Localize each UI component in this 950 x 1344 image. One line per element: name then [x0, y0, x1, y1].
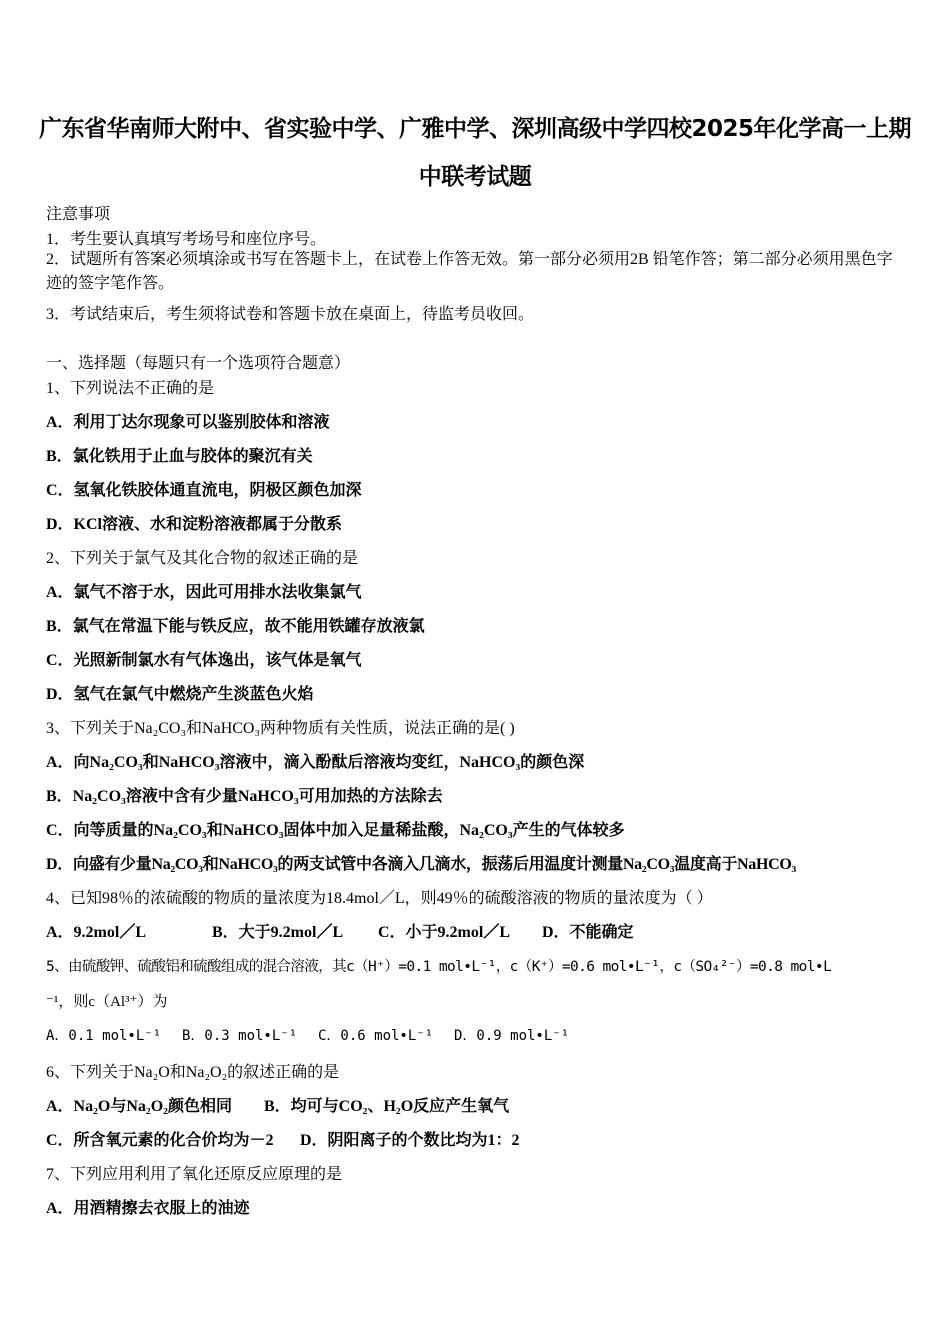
option-row — [46, 1025, 569, 1045]
question-stem: 1、下列说法不正确的是 — [46, 380, 215, 397]
option: B．均可与CO₂、H₂O反应产生氧气 — [264, 1098, 510, 1115]
option: D．氢气在氯气中燃烧产生淡蓝色火焰 — [46, 686, 314, 703]
option-row — [46, 919, 634, 942]
option: D．不能确定 — [542, 924, 634, 941]
option: A．向Na₂CO₃和NaHCO₃溶液中，滴入酚酞后溶液均变红，NaHCO₃的颜色深 — [46, 754, 585, 771]
option: C．氢氧化铁胶体通直流电，阴极区颜色加深 — [46, 482, 362, 499]
document-title-line2: 中联考试题 — [418, 164, 532, 190]
option: B．氯气在常温下能与铁反应，故不能用铁罐存放液氯 — [46, 618, 425, 635]
question-stem-continued: ⁻¹，则c（Al³⁺）为 — [46, 994, 168, 1010]
option: B．大于9.2mol／L — [212, 924, 344, 941]
question-stem: 3、下列关于Na₂CO₃和NaHCO₃两种物质有关性质，说法正确的是( ) — [46, 720, 515, 737]
question-stem: 6、下列关于Na₂O和Na₂O₂的叙述正确的是 — [46, 1064, 340, 1081]
question-stem: 2、下列关于氯气及其化合物的叙述正确的是 — [46, 550, 359, 567]
notice-item: 2．试题所有答案必须填涂或书写在答题卡上，在试卷上作答无效。第一部分必须用2B 铅笔作答；第二部分必须用黑色字迹的签字笔作答。 — [46, 251, 893, 292]
section-heading: 一、选择题（每题只有一个选项符合题意） — [46, 355, 351, 372]
option: B．氯化铁用于止血与胶体的聚沉有关 — [46, 448, 313, 465]
notice-item: 1．考生要认真填写考场号和座位序号。 — [46, 231, 327, 248]
option: D．KCl溶液、水和淀粉溶液都属于分散系 — [46, 516, 343, 533]
option: A．9.2mol／L — [46, 924, 147, 941]
question-stem: 4、已知98％的浓硫酸的物质的量浓度为18.4mol／L，则49％的硫酸溶液的物质的量浓度为（ ） — [46, 890, 713, 907]
option: A．氯气不溶于水，因此可用排水法收集氯气 — [46, 584, 362, 601]
option: B．0.3 mol•L⁻¹ — [182, 1028, 298, 1044]
question-stem: 5、由硫酸钾、硫酸铝和硫酸组成的混合溶液，其c（H⁺）=0.1 mol•L⁻¹，c（K⁺）=0.6 mol•L⁻¹，c（SO₄²⁻）=0.8 mol•L — [46, 959, 832, 975]
option: C．所含氧元素的化合价均为－2 — [46, 1132, 274, 1149]
option: C．光照新制氯水有气体逸出，该气体是氧气 — [46, 652, 362, 669]
option: C．0.6 mol•L⁻¹ — [318, 1028, 434, 1044]
option-row — [46, 1093, 509, 1116]
option: D．0.9 mol•L⁻¹ — [454, 1028, 570, 1044]
option: A．Na₂O与Na₂O₂颜色相同 — [46, 1098, 232, 1115]
option: A．0.1 mol•L⁻¹ — [46, 1028, 162, 1044]
document-title-line1: 广东省华南师大附中、省实验中学、广雅中学、深圳高级中学四校2025年化学高一上期 — [38, 116, 911, 142]
option: C．小于9.2mol／L — [378, 924, 511, 941]
option: D．向盛有少量Na₂CO₃和NaHCO₃的两支试管中各滴入几滴水，振荡后用温度计测量Na₂CO₃温度高于NaHCO₃ — [46, 856, 797, 873]
option: A．用酒精擦去衣服上的油迹 — [46, 1200, 250, 1217]
notice-item: 3．考试结束后，考生须将试卷和答题卡放在桌面上，待监考员收回。 — [46, 306, 535, 323]
option: D．阴阳离子的个数比均为1：2 — [300, 1132, 520, 1149]
option-row — [46, 1127, 520, 1150]
option: B．Na₂CO₃溶液中含有少量NaHCO₃可用加热的方法除去 — [46, 788, 443, 805]
option: A．利用丁达尔现象可以鉴别胶体和溶液 — [46, 414, 330, 431]
option: C．向等质量的Na₂CO₃和NaHCO₃固体中加入足量稀盐酸，Na₂CO₃产生的气体较多 — [46, 822, 625, 839]
question-stem: 7、下列应用利用了氧化还原反应原理的是 — [46, 1166, 343, 1183]
notice-heading: 注意事项 — [46, 206, 111, 223]
